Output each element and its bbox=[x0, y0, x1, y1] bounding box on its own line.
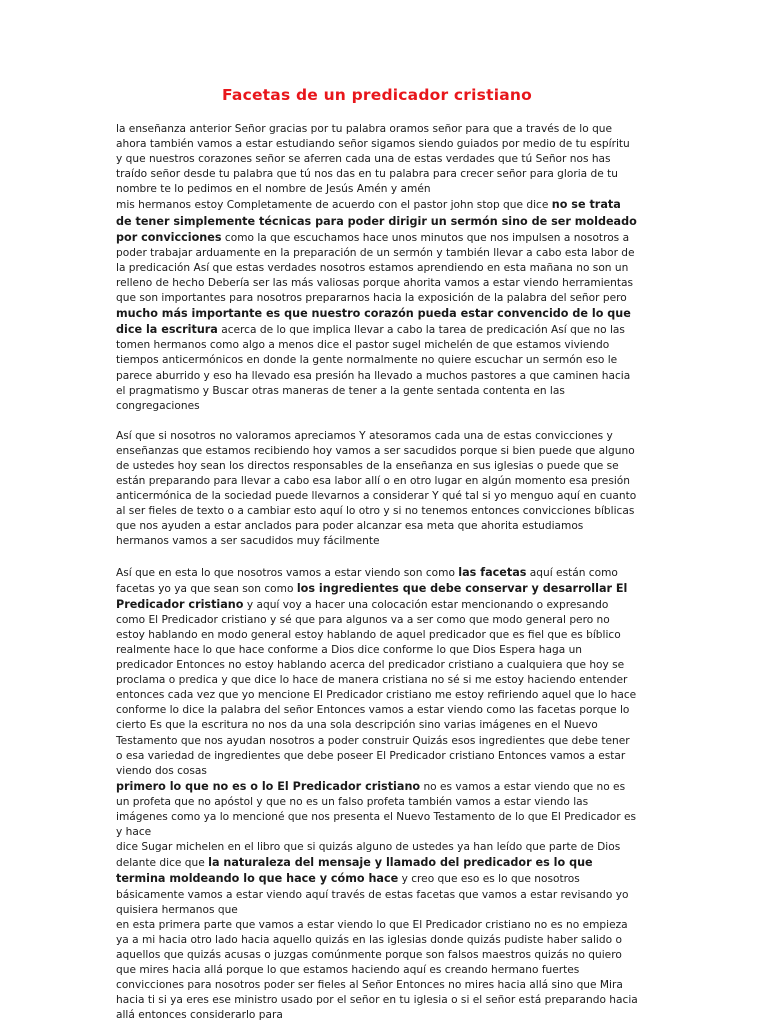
bold-span: primero lo que no es o lo El Predicador cristiano bbox=[116, 779, 421, 793]
paragraph-gap bbox=[116, 414, 638, 429]
bold-span: mucho más importante es que nuestro corazón pueda estar convencido de lo que dice la escritura bbox=[116, 307, 631, 337]
document-title: Facetas de un predicador cristiano bbox=[222, 86, 532, 104]
paragraph-facets-intro bbox=[116, 565, 638, 779]
text-span: mis hermanos estoy Completamente de acuerdo con el pastor john stop que dice bbox=[116, 199, 552, 212]
bold-span: la naturaleza del mensaje y llamado del predicador es lo que termina moldeando lo que hace y cómo hace bbox=[116, 856, 593, 886]
paragraph-first-part: en esta primera parte que vamos a estar viendo lo que El Predicador cristiano no es no empieza ya a mi hacia otro lado hacia aquello quizás en las iglesias donde quizás pudiste haber salido o aquellos que quizás acusas o juzgas comúnmente porque son falsos maestros quizás no quiero que mires hacia allá porque lo que estamos haciendo aquí es creando hermano fuertes convicciones para nosotros poder ser fieles al Señor Entonces no mires hacia allá sino que Mira hacia ti si ya eres ese ministro usado por el señor en tu iglesia o si el señor está preparando hacia allá entonces considerarlo para bbox=[116, 918, 638, 1022]
bold-span: no se trata de tener simplemente técnicas para poder dirigir un sermón sino de ser moldeado por convicciones bbox=[116, 198, 637, 244]
bold-span: los ingredientes que debe conservar y desarrollar El Predicador cristiano bbox=[116, 581, 628, 611]
paragraph-john-stott-quote bbox=[116, 197, 638, 413]
text-span: acerca de lo que implica llevar a cabo la tarea de predicación Así que no las tomen hermanos como algo a menos dice el pastor sugel michelén de que estamos viviendo tiempos anticermónicos en donde la gente normalmente no quiere escuchar un sermón eso le parece aburrido y eso ha llevado esa presión ha llevado a muchos pastores a que caminen hacia el pragmatismo y Buscar otras maneras de tener a la gente sentada contenta en las congregaciones bbox=[116, 324, 631, 412]
text-span: y aquí voy a hacer una colocación estar mencionando o expresando como El Predicador cristiano y sé que para algunos va a ser como que modo general pero no estoy hablando en modo general estoy hablando de aquel predicador que es fiel que es bíblico realmente hace lo que hace conforme a Dios dice conforme lo que Dios Espera haga un predicador Entonces no estoy hablando acerca del predicador cristiano a cualquiera que hoy se proclama o predica y que dice lo hace de manera cristiana no sé si me estoy haciendo entender entonces cada vez que yo mencione El Predicador cristiano me estoy refiriendo aquel que lo hace conforme lo dice la palabra del señor Entonces vamos a estar viendo como las facetas porque lo cierto Es que la escritura no nos da una sola descripción sino varias imágenes en el Nuevo Testamento que nos ayudan nosotros a poder construir Quizás esos ingredientes que debe tener o esa variedad de ingredientes que debe poseer El Predicador cristiano Entonces vamos a estar viendo dos cosas bbox=[116, 598, 637, 777]
text-span: Así que en esta lo que nosotros vamos a estar viendo son como bbox=[116, 566, 459, 579]
paragraph-first-point bbox=[116, 779, 638, 840]
text-span: como la que escuchamos hace unos minutos que nos impulsen a nosotros a poder trabajar arduamente en la preparación de un sermón y también llevar a cabo esta labor de la predicación Así que estas verdades nosotros estamos aprendiendo en esta mañana no son un relleno de hecho Debería ser las más valiosas porque ahorita vamos a estar viendo herramientas que son importantes para nosotros prepararnos hacia la exposición de la palabra del señor pero bbox=[116, 231, 635, 305]
text-span: y creo que eso es lo que nosotros básicamente vamos a estar viendo aquí través de estas facetas que vamos a estar revisando yo quisiera hermanos que bbox=[116, 873, 629, 916]
paragraph-convictions: Así que si nosotros no valoramos apreciamos Y atesoramos cada una de estas convicciones y enseñanzas que estamos recibiendo hoy vamos a ser sacudidos porque si bien puede que alguno de ustedes hoy sean los directos responsables de la enseñanza en sus iglesias o puede que se están preparando para llevar a cabo esa labor allí o en otro lugar en algún momento esa presión anticermónica de la sociedad puede llevarnos a considerar Y qué tal si yo menguo aquí en cuanto al ser fieles de texto o a cambiar esto aquí lo otro y si no tenemos entonces convicciones bíblicas que nos ayuden a estar anclados para poder alcanzar esa meta que ahorita estudiamos hermanos vamos a ser sacudidos muy fácilmente bbox=[116, 429, 637, 548]
text-span: dice Sugar michelen en el libro que si quizás alguno de ustedes ya han leído que parte de Dios delante dice que bbox=[116, 841, 621, 870]
document-body bbox=[116, 122, 638, 1023]
paragraph-michelen-quote bbox=[116, 840, 638, 917]
bold-span: las facetas bbox=[458, 565, 527, 579]
text-span: no es vamos a estar viendo que no es un profeta que no apóstol y que no es un falso profeta también vamos a estar viendo las imágenes como ya lo mencioné que nos presenta el Nuevo Testamento de lo que El Predicador es y hace bbox=[116, 780, 636, 839]
paragraph-gap bbox=[116, 550, 638, 565]
text-span: aquí están como facetas yo ya que sean son como bbox=[116, 566, 618, 595]
paragraph-opening-prayer: la enseñanza anterior Señor gracias por tu palabra oramos señor para que a través de lo que ahora también vamos a estar estudiando señor sigamos siendo guiados por medio de tu espíritu y que nuestros corazones señor se aferren cada una de estas verdades que tú Señor nos has traído señor desde tu palabra que tú nos das en tu palabra para crecer señor para gloria de tu nombre te lo pedimos en el nombre de Jesús Amén y amén bbox=[116, 123, 630, 196]
